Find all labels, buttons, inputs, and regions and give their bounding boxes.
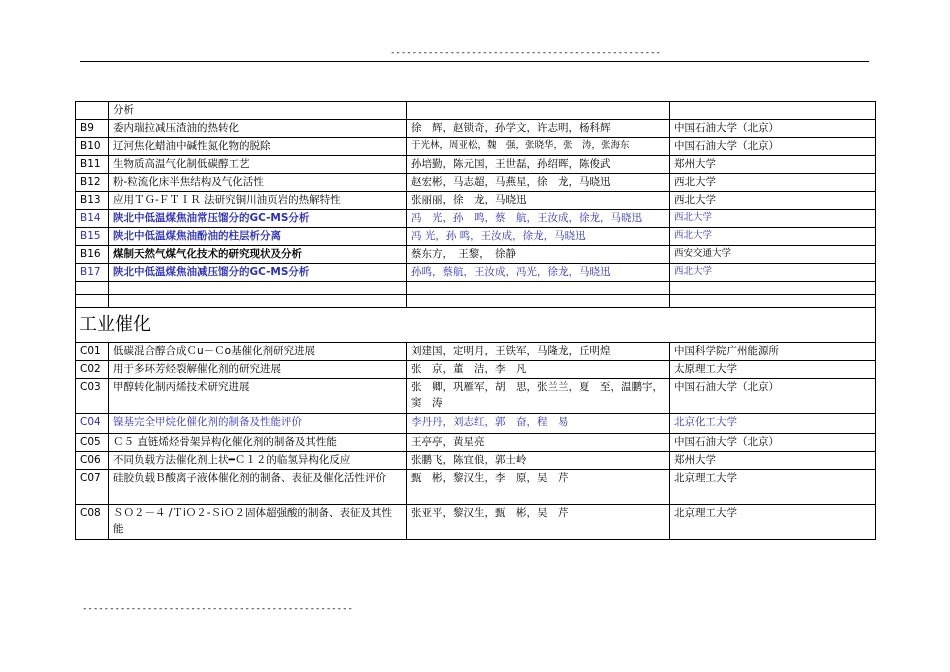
title-cell: 辽河焦化蜡油中碱性氮化物的脱除	[109, 138, 407, 156]
org-cell: 北京理工大学	[670, 505, 876, 540]
org-cell: 西北大学	[670, 192, 876, 210]
table-row	[76, 361, 876, 379]
table-row	[76, 505, 876, 540]
authors-cell: 张亚平，黎汉生，甄 彬，吴 芹	[407, 505, 670, 540]
code-cell: B9	[76, 120, 109, 138]
code-cell: C08	[76, 505, 109, 540]
authors-cell: 冯 光，孙 鸣，蔡 航，王汝成，徐龙，马晓迅	[407, 210, 670, 228]
org-cell	[670, 102, 876, 120]
title-cell: ＳＯ２－４ /ＴiＯ２-ＳiＯ２固体超强酸的制备、表征及其性能	[109, 505, 407, 540]
table-row	[76, 452, 876, 470]
title-cell: 陕北中低温煤焦油减压馏分的GC-MS分析	[109, 264, 407, 282]
title-cell: 粉-粒流化床半焦结构及气化活性	[109, 174, 407, 192]
code-cell	[76, 102, 109, 120]
org-cell: 西北大学	[670, 228, 876, 246]
table-row	[76, 434, 876, 452]
table-row	[76, 156, 876, 174]
title-cell: 甲醇转化制丙烯技术研究进展	[109, 379, 407, 414]
org-cell: 西安交通大学	[670, 246, 876, 264]
title-cell: 生物质高温气化制低碳醇工艺	[109, 156, 407, 174]
org-cell: 中国石油大学（北京）	[670, 434, 876, 452]
code-cell: C07	[76, 470, 109, 505]
authors-cell: 张 京，董 洁，李 凡	[407, 361, 670, 379]
table-row	[76, 414, 876, 434]
title-cell: 陕北中低温煤焦油酚油的柱层析分离	[109, 228, 407, 246]
header-rule	[80, 61, 869, 62]
title-cell: 镍基完全甲烷化催化剂的制备及性能评价	[109, 414, 407, 434]
title-cell: 陕北中低温煤焦油常压馏分的GC-MS分析	[109, 210, 407, 228]
authors-cell: 张丽丽，徐 龙，马晓迅	[407, 192, 670, 210]
code-cell: C04	[76, 414, 109, 434]
code-cell: C05	[76, 434, 109, 452]
code-cell: C01	[76, 343, 109, 361]
org-cell: 西北大学	[670, 174, 876, 192]
authors-cell: 孙鸣，蔡航，王汝成，冯光，徐龙，马晓迅	[407, 264, 670, 282]
authors-cell: 赵宏彬，马志超，马燕星，徐 龙，马晓迅	[407, 174, 670, 192]
authors-cell: 冯 光，孙 鸣，王汝成，徐龙，马晓迅	[407, 228, 670, 246]
table-row	[76, 210, 876, 228]
section-title: 工业催化	[76, 308, 876, 343]
authors-cell: 甄 彬，黎汉生，李 原，吴 芹	[407, 470, 670, 505]
table-row	[76, 470, 876, 505]
authors-cell: 张 卿，巩雁军，胡 思，张兰兰，夏 至，温鹏宇，窦 涛	[407, 379, 670, 414]
title-cell: 不同负载方法催化剂上状━Ｃ１２的临氢异构化反应	[109, 452, 407, 470]
org-cell: 西北大学	[670, 264, 876, 282]
table-row	[76, 192, 876, 210]
code-cell: C02	[76, 361, 109, 379]
code-cell: B12	[76, 174, 109, 192]
blank-row	[76, 295, 876, 308]
org-cell: 中国科学院广州能源所	[670, 343, 876, 361]
title-cell: 低碳混合醇合成Ｃu－Ｃo基催化剂研究进展	[109, 343, 407, 361]
authors-cell: 张鹏飞，陈宜俍，郭士岭	[407, 452, 670, 470]
authors-cell	[407, 102, 670, 120]
authors-cell: 王亭亭，黄星亮	[407, 434, 670, 452]
title-cell: 应用ＴＧ-ＦＴＩＲ 法研究铜川油页岩的热解特性	[109, 192, 407, 210]
footer-dashes: --------------------------------------------------	[82, 604, 353, 614]
table-row	[76, 102, 876, 120]
org-cell: 郑州大学	[670, 156, 876, 174]
org-cell: 中国石油大学（北京）	[670, 120, 876, 138]
title-cell: 分析	[109, 102, 407, 120]
header-dashes: --------------------------------------------------	[390, 48, 661, 58]
org-cell: 北京化工大学	[670, 414, 876, 434]
table-row	[76, 379, 876, 414]
code-cell: B11	[76, 156, 109, 174]
code-cell: B15	[76, 228, 109, 246]
org-cell: 北京理工大学	[670, 470, 876, 505]
section-row	[76, 308, 876, 343]
org-cell: 西北大学	[670, 210, 876, 228]
authors-cell: 李丹丹，刘志红，郭 奋，程 易	[407, 414, 670, 434]
table-row	[76, 343, 876, 361]
authors-cell: 刘建国，定明月，王铁军，马隆龙，丘明煌	[407, 343, 670, 361]
authors-cell: 于光林，周亚松，魏 强，张晓华，张 涛，张海东	[407, 138, 670, 156]
table-row	[76, 174, 876, 192]
title-cell: 煤制天然气煤气化技术的研究现状及分析	[109, 246, 407, 264]
table-row	[76, 264, 876, 282]
title-cell: Ｃ５ 直链烯烃骨架异构化催化剂的制备及其性能	[109, 434, 407, 452]
org-cell: 太原理工大学	[670, 361, 876, 379]
code-cell: C03	[76, 379, 109, 414]
blank-row	[76, 282, 876, 295]
authors-cell: 孙培勤，陈元国，王世磊，孙绍晖，陈俊武	[407, 156, 670, 174]
table-row	[76, 228, 876, 246]
table-row	[76, 138, 876, 156]
table-row	[76, 120, 876, 138]
title-cell: 硅胶负载Ｂ酸离子液体催化剂的制备、表征及催化活性评价	[109, 470, 407, 505]
code-cell: B13	[76, 192, 109, 210]
title-cell: 用于多环芳烃裂解催化剂的研究进展	[109, 361, 407, 379]
org-cell: 中国石油大学（北京）	[670, 379, 876, 414]
code-cell: C06	[76, 452, 109, 470]
code-cell: B14	[76, 210, 109, 228]
paper-list-table	[75, 101, 876, 540]
table-row	[76, 246, 876, 264]
title-cell: 委内瑞拉减压渣油的热转化	[109, 120, 407, 138]
code-cell: B16	[76, 246, 109, 264]
org-cell: 中国石油大学（北京）	[670, 138, 876, 156]
authors-cell: 徐 辉，赵锁奇，孙学文，许志明，杨科辉	[407, 120, 670, 138]
code-cell: B17	[76, 264, 109, 282]
code-cell: B10	[76, 138, 109, 156]
org-cell: 郑州大学	[670, 452, 876, 470]
authors-cell: 蔡东方， 王黎， 徐静	[407, 246, 670, 264]
